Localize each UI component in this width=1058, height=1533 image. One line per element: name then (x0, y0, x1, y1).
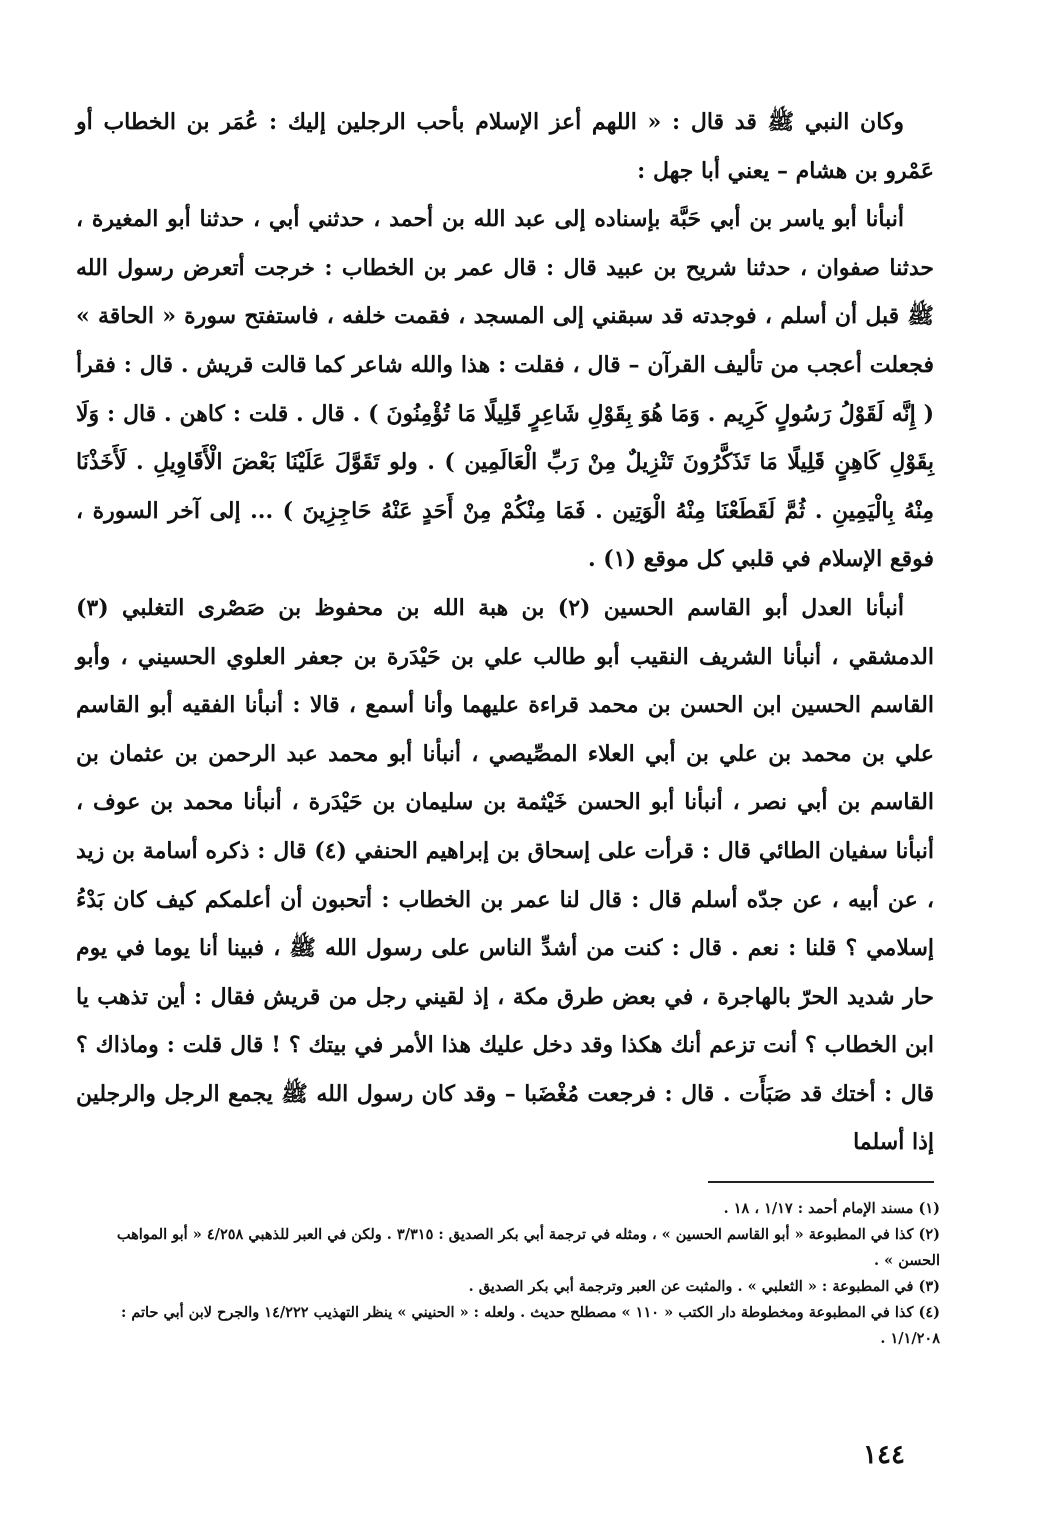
paragraph-3: أنبأنا العدل أبو القاسم الحسين (٢) بن هبة الله بن محفوظ بن صَصْرى التغلبي (٣) الدمشقي ، أنبأنا الشريف النقيب أبو طالب علي بن حَيْدَرة بن جعفر العلوي الحسيني ، وأبو القاسم الحسين ابن الحسن بن محمد قراءة عليهما وأنا أسمع ، قالا : أنبأنا الفقيه أبو القاسم علي بن محمد بن علي بن أبي العلاء المصِّيصي ، أنبأنا أبو محمد عبد الرحمن بن عثمان بن القاسم بن أبي نصر ، أنبأنا أبو الحسن خَيْثمة بن سليمان بن حَيْدَرة ، أنبأنا محمد بن عوف ، أنبأنا سفيان الطائي قال : قرأت على إسحاق بن إبراهيم الحنفي (٤) قال : ذكره أسامة بن زيد ، عن أبيه ، عن جدّه أسلم قال : قال لنا عمر بن الخطاب : أتحبون أن أعلمكم كيف كان بَدْءُ إسلامي ؟ قلنا : نعم . قال : كنت من أشدِّ الناس على رسول الله ﷺ ، فبينا أنا يوما في يوم حار شديد الحرّ بالهاجرة ، في بعض طرق مكة ، إذ لقيني رجل من قريش فقال : أين تذهب يا ابن الخطاب ؟ أنت تزعم أنك هكذا وقد دخل عليك هذا الأمر في بيتك ؟ ! قال قلت : وماذاك ؟ قال : أختك قد صَبَأَت . قال : فرجعت مُغْضَبا – وقد كان رسول الله ﷺ يجمع الرجل والرجلين إذا أسلما (76, 594, 934, 1156)
paragraph-2: أنبأنا أبو ياسر بن أبي حَبَّة بإسناده إلى عبد الله بن أحمد ، حدثني أبي ، حدثنا أبو المغيرة ، حدثنا صفوان ، حدثنا شريح بن عبيد قال : قال عمر بن الخطاب : خرجت أتعرض رسول الله ﷺ قبل أن أسلم ، فوجدته قد سبقني إلى المسجد ، فقمت خلفه ، فاستفتح سورة « الحاقة » فجعلت أعجب من تأليف القرآن – قال ، فقلت : هذا والله شاعر كما قالت قريش . قال : فقرأ ( إِنَّه لَقَوْلُ رَسُولٍ كَرِيم . وَمَا هُوَ بِقَوْلِ شَاعِرٍ قَلِيلًا مَا تُؤْمِنُونَ ) . قال . قلت : كاهن . قال : وَلَا بِقَوْلِ كَاهِنٍ قَلِيلًا مَا تَذَكَّرُونَ تَنْزِيلٌ مِنْ رَبِّ الْعَالَمِين ) . ولو تَقَوَّلَ عَلَيْنَا بَعْضَ الْأَقَاوِيلِ . لَأَخَذْنَا مِنْهُ بِالْيَمِينِ . ثُمَّ لَقَطَعْنَا مِنْهُ الْوَتِين . فَمَا مِنْكُمْ مِنْ أَحَدٍ عَنْهُ حَاجِزِينَ ) ... إلى آخر السورة ، فوقع الإسلام في قلبي كل موقع (١) . (76, 206, 934, 573)
footnote-4: (٤) كذا في المطبوعة ومخطوطة دار الكتب « ١١٠ » مصطلح حديث . ولعله : « الحنيني » ينظر التهذيب ١٤/٢٢٢ والجرح لابن أبي حاتم : ١/١/٢٠٨ . (120, 1304, 940, 1347)
footnote-divider (708, 1181, 934, 1183)
footnote-2: (٢) كذا في المطبوعة « أبو القاسم الحسين » ، ومثله في ترجمة أبي بكر الصديق : ٣/٣١٥ . ولكن في العبر للذهبي ٤/٢٥٨ « أبو المواهب الحسن » . (116, 1226, 940, 1269)
footnotes (76, 1196, 940, 1352)
footnote-1: (١) مسند الإمام أحمد : ١/١٧ ، ١٨ . (723, 1200, 940, 1217)
page-number: ١٤٤ (863, 1440, 905, 1470)
footnote-3: (٣) في المطبوعة : « الثعلبي » . والمثبت عن العبر وترجمة أبي بكر الصديق . (468, 1278, 940, 1295)
main-text (76, 98, 934, 1167)
paragraph-1: وكان النبي ﷺ قد قال : « اللهم أعز الإسلام بأحب الرجلين إليك : عُمَر بن الخطاب أو عَمْرو بن هشام – يعني أبا جهل : (76, 109, 934, 184)
